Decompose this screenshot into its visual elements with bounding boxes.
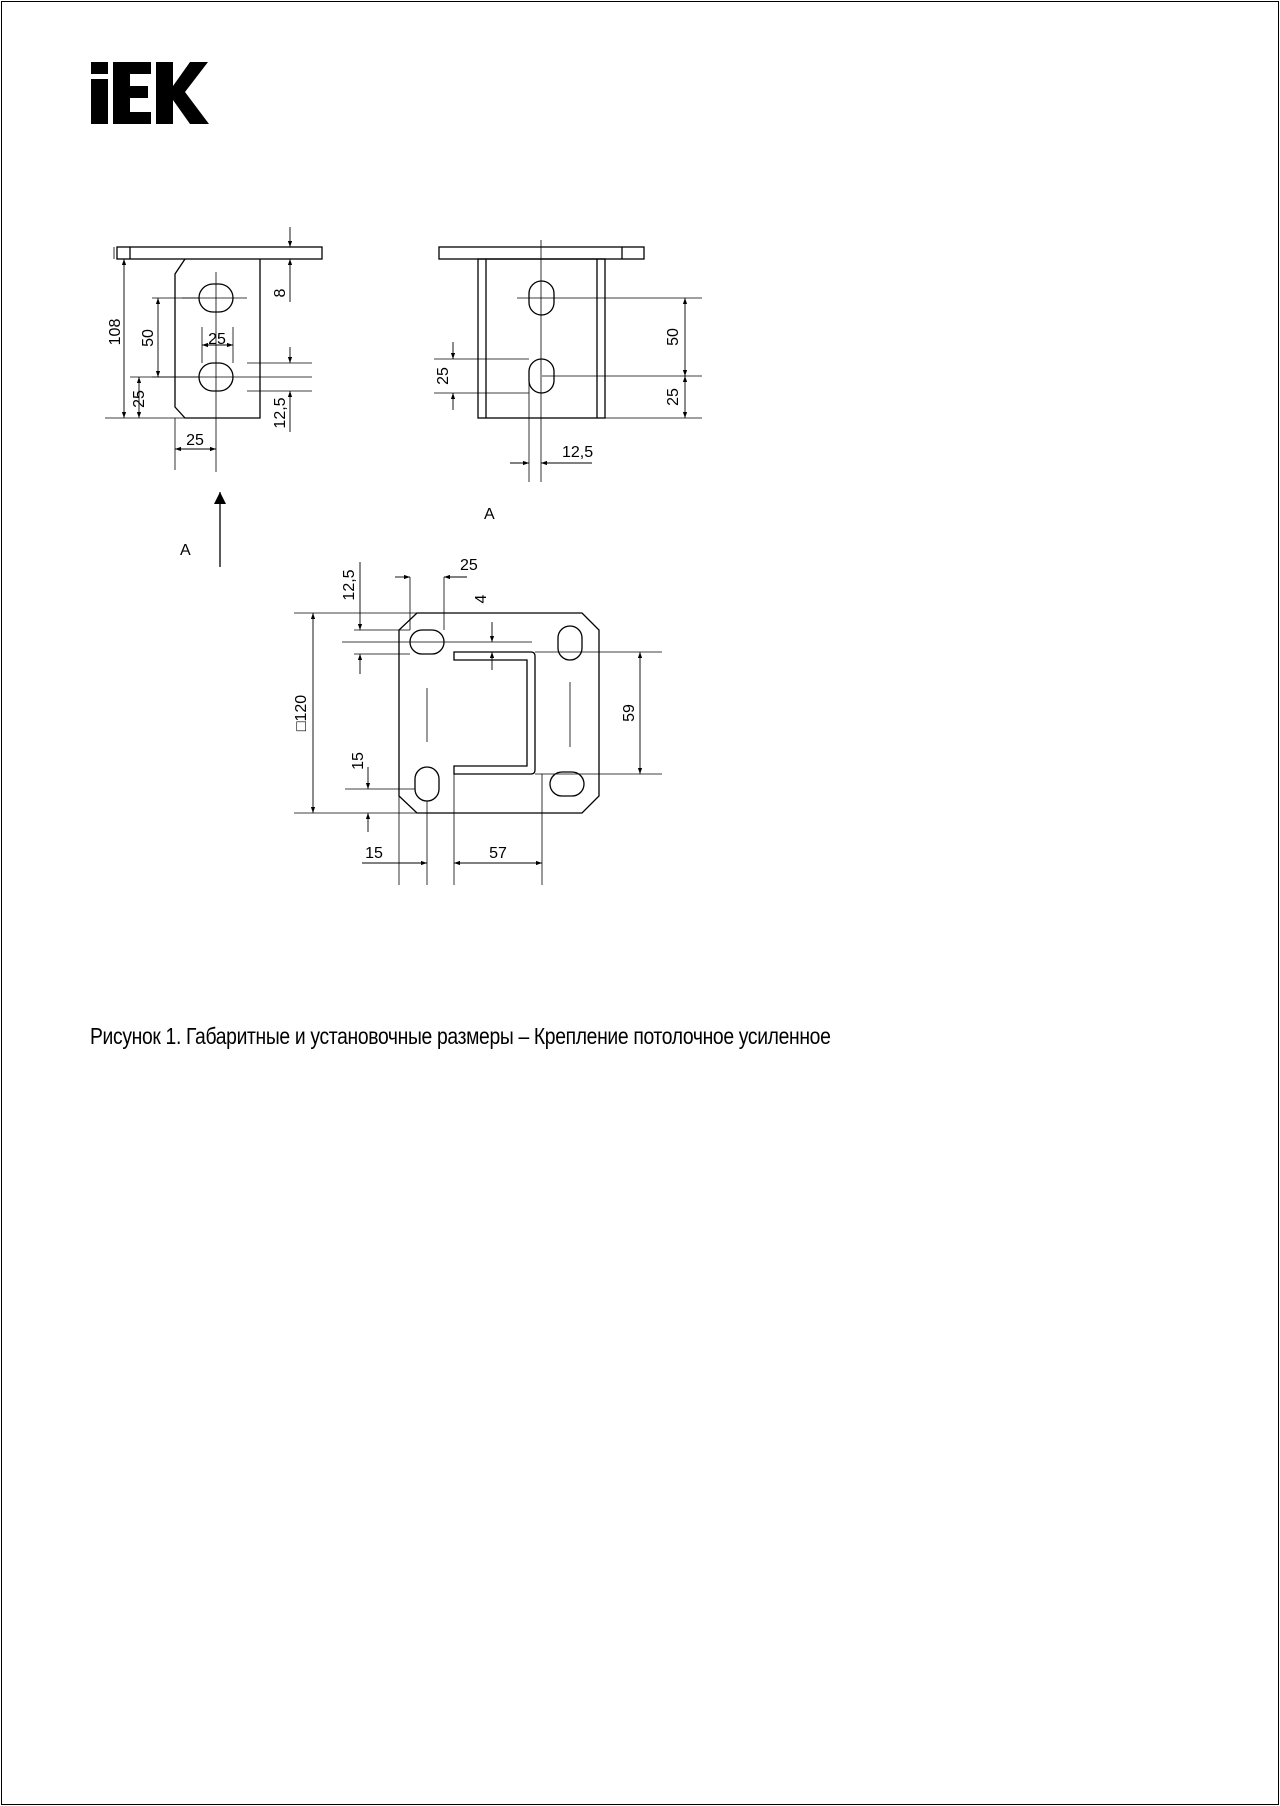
dim-25-view-a-left: 25 <box>435 367 452 385</box>
top-view <box>294 562 662 885</box>
view-a-arrow-label: A <box>180 542 191 559</box>
view-a-outline <box>439 247 644 418</box>
top-view-dim-labels <box>293 557 638 862</box>
dim-25-slot-width: 25 <box>208 331 226 348</box>
top-view-extension-lines <box>294 577 662 885</box>
dim-15-horizontal: 15 <box>365 845 383 862</box>
dim-108: 108 <box>107 318 124 346</box>
view-a-dimension-lines <box>453 298 685 463</box>
dim-12-5-left: 12,5 <box>272 397 289 429</box>
technical-drawing <box>2 2 1280 1002</box>
dim-25-right-bottom: 25 <box>665 388 682 406</box>
dim-25-left-bottom: 25 <box>131 390 148 408</box>
figure-caption: Рисунок 1. Габаритные и установочные размеры – Крепление потолочное усиленное <box>90 1023 831 1049</box>
left-extension-lines <box>105 247 312 470</box>
dim-4: 4 <box>473 594 490 604</box>
left-dim-labels <box>107 288 289 559</box>
dim-25-from-edge: 25 <box>186 432 204 449</box>
dim-12-5-top: 12,5 <box>341 569 358 601</box>
document-page <box>1 1 1279 1805</box>
dim-12-5-view-a: 12,5 <box>562 444 594 461</box>
view-a-extension-lines <box>434 359 702 482</box>
dim-25-top: 25 <box>460 557 478 574</box>
dim-57: 57 <box>489 845 507 862</box>
view-a-label: A <box>484 506 495 523</box>
top-view-centerlines <box>342 642 570 747</box>
top-view-outline <box>399 613 599 813</box>
dim-50-right: 50 <box>665 328 682 346</box>
dim-15-vertical: 15 <box>350 752 367 770</box>
view-a-dim-labels <box>435 328 682 523</box>
dim-59: 59 <box>621 704 638 722</box>
dim-8: 8 <box>272 288 289 298</box>
top-view-dimension-lines <box>313 562 640 863</box>
dim-square-120: □120 <box>293 694 310 732</box>
dim-50-left: 50 <box>140 329 157 347</box>
view-a-centerlines <box>517 240 702 482</box>
